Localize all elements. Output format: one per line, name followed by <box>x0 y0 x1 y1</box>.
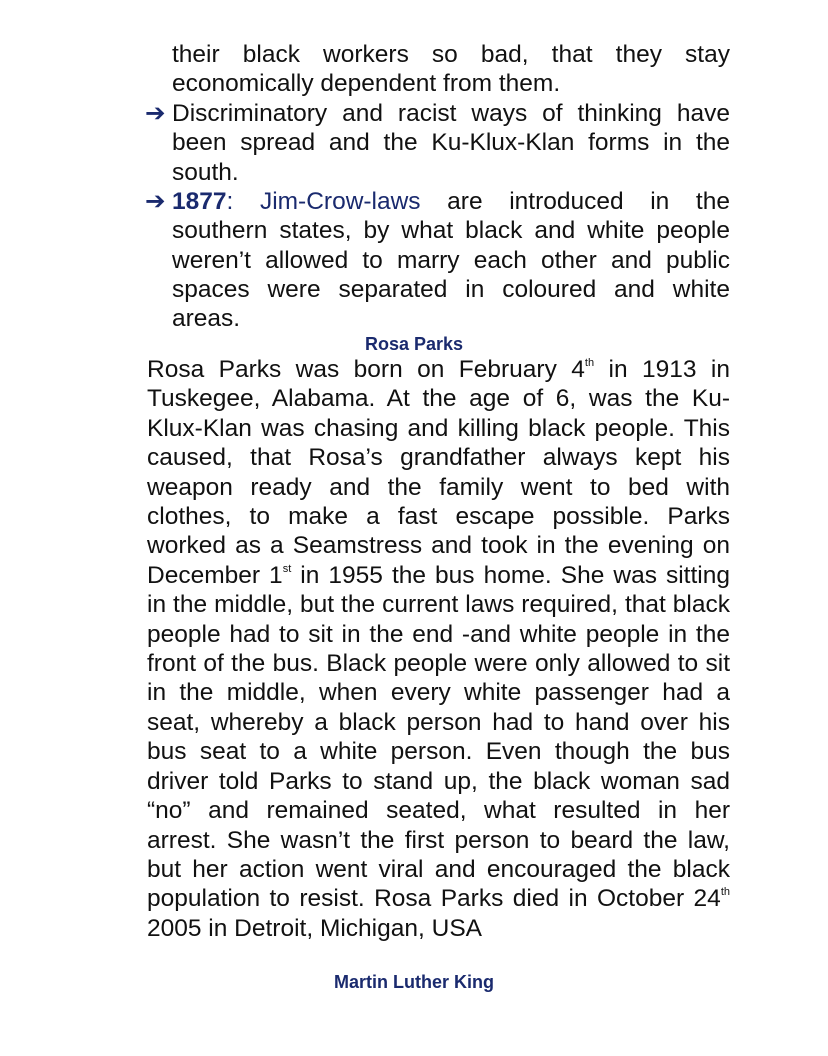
bullet-text: Discriminatory and racist ways of thinking have been spread and the Ku-Klux-Klan forms in the south. <box>172 100 730 186</box>
paragraph-part: in 1955 the bus home. She was sitting in the middle, but the current laws required, that black people had to sit in the end -and white people in the front of the bus. Black people were only allowed to sit in the middle, when every white passenger had a seat, whereby a black person had to hand over his bus seat to a white person. Even though the bus driver told Parks to stand up, the black woman sad “no” and remained seated, what resulted in her arrest. She wasn’t the first person to beard the law, but her action went viral and encouraged the black population to resist. Rosa Parks died in October 24 <box>147 561 730 913</box>
paragraph-part: 2005 in Detroit, Michigan, USA <box>147 914 482 942</box>
bullet-item-kkk <box>145 99 730 187</box>
arrow-icon: ➔ <box>145 188 166 215</box>
arrow-icon: ➔ <box>145 100 166 127</box>
ordinal-suffix: st <box>282 562 292 575</box>
rosa-parks-paragraph <box>147 355 730 943</box>
bullet-item-jim-crow <box>145 187 730 333</box>
continuation-paragraph: their black workers so bad, that they stay economically dependent from them. <box>172 41 730 98</box>
bullet-text <box>172 187 730 333</box>
ordinal-suffix: th <box>584 357 595 369</box>
year-label: 1877 <box>172 188 227 215</box>
bullet-rest: are introduced in the southern states, by what black and white people weren’t allowed to marry each other and public spaces were separated in coloured and white areas. <box>172 188 730 333</box>
section-heading-rosa-parks: Rosa Parks <box>364 334 464 354</box>
colon-separator: : <box>226 188 260 215</box>
paragraph-part: Rosa Parks was born on February 4 <box>147 356 585 383</box>
ordinal-suffix: th <box>720 886 730 899</box>
paragraph-part: in 1913 in Tuskegee, Alabama. At the age of 6, was the Ku-Klux-Klan was chasing and killing black people. This caused, that Rosa’s grandfather always kept his weapon ready and the family went to bed with clothes, to make a fast escape possible. Parks worked as a Seamstress and took in the evening on December 1 <box>147 356 730 589</box>
term-jim-crow-laws: Jim-Crow-laws <box>259 188 421 215</box>
section-heading-martin-luther-king: Martin Luther King <box>334 972 494 992</box>
